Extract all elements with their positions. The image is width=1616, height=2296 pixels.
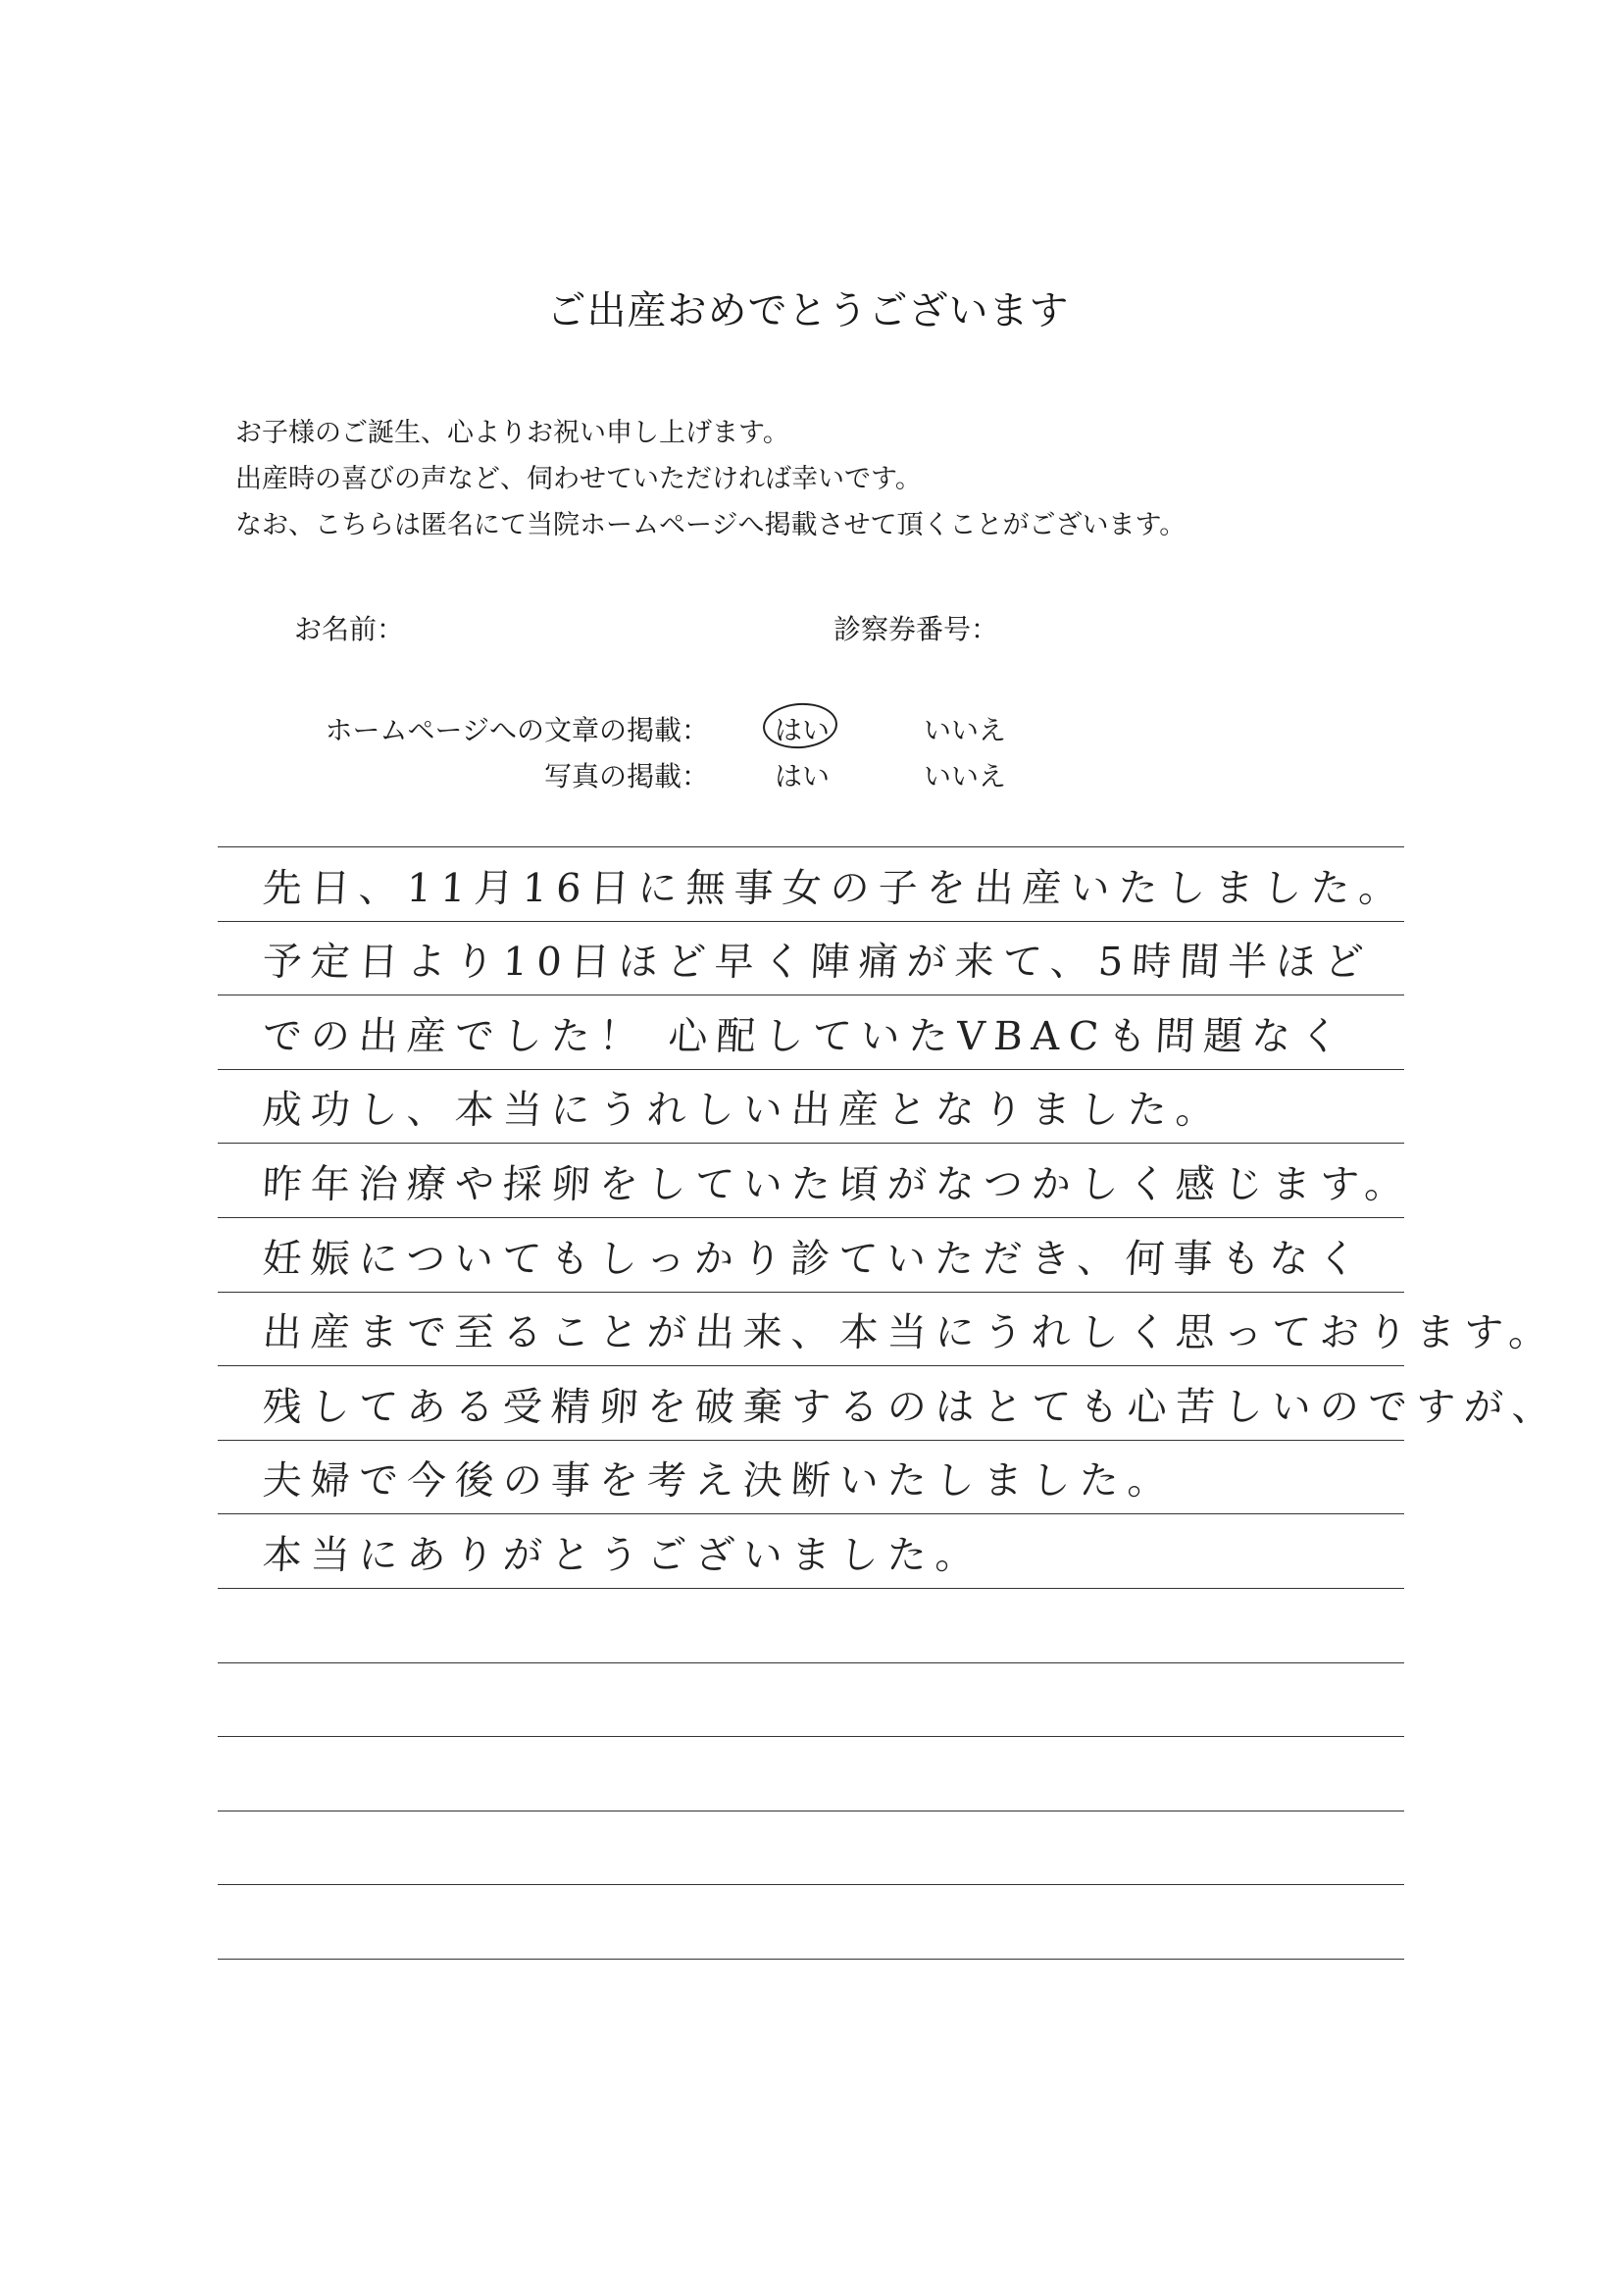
handwritten-text-line: 残してある受精卵を破棄するのはとても心苦しいのですが、 [261, 1384, 1562, 1430]
chart-number-label: 診察券番号： [833, 613, 999, 645]
ruled-line [218, 846, 1408, 922]
publish-photo-yes-option[interactable]: はい [775, 760, 831, 792]
ruled-line [218, 1663, 1404, 1738]
ruled-line [218, 1144, 1414, 1218]
handwritten-text-line: 夫婦で今後の事を考え決断いたしました。 [261, 1458, 1178, 1505]
message-area [218, 846, 1562, 1960]
publish-text-no-option[interactable]: いいえ [924, 714, 1007, 746]
handwritten-text-line: 妊娠についてもしっかり診ていただき、何事もなく [261, 1236, 1367, 1282]
ruled-line [218, 1218, 1404, 1293]
publish-text-yes-option[interactable]: はい [775, 714, 831, 746]
ruled-line [218, 995, 1404, 1070]
ruled-line [218, 1514, 1404, 1589]
intro-line: 出産時の喜びの声など、伺わせていただければ幸いです。 [235, 464, 922, 494]
intro-line: お子様のご誕生、心よりお祝い申し上げます。 [235, 418, 789, 448]
ruled-line [218, 1070, 1404, 1145]
name-label: お名前： [294, 613, 405, 645]
form-title: ご出産おめでとうございます [546, 288, 1070, 333]
ruled-line [218, 922, 1404, 996]
ruled-line [218, 1737, 1404, 1811]
ruled-line [218, 1589, 1404, 1663]
ruled-line [218, 1441, 1404, 1515]
handwritten-text-line: 本当にありがとうございました。 [261, 1532, 985, 1578]
handwritten-text-line: 予定日より10日ほど早く陣痛が来て、5時間半ほど [261, 940, 1374, 986]
intro-line: なお、こちらは匿名にて当院ホームページへ掲載させて頂くことがございます。 [235, 510, 1187, 540]
ruled-line [218, 1811, 1404, 1886]
handwritten-text-line: 先日、11月16日に無事女の子を出産いたしました。 [261, 865, 1408, 911]
ruled-line [218, 1293, 1558, 1367]
handwritten-text-line: 成功し、本当にうれしい出産となりました。 [261, 1088, 1226, 1134]
handwritten-text-line: での出産でした！ 心配していたVBACも問題なく [261, 1013, 1349, 1059]
publish-text-label: ホームページへの文章の掲載： [325, 714, 709, 746]
ruled-line [218, 1885, 1404, 1960]
ruled-line [218, 1366, 1562, 1441]
publish-photo-label: 写真の掲載： [543, 760, 709, 792]
publish-photo-no-option[interactable]: いいえ [924, 760, 1007, 792]
handwritten-text-line: 出産まで至ることが出来、本当にうれしく思っております。 [261, 1310, 1558, 1356]
handwritten-text-line: 昨年治療や採卵をしていた頃がなつかしく感じます。 [261, 1161, 1414, 1207]
intro-text [235, 410, 1186, 548]
